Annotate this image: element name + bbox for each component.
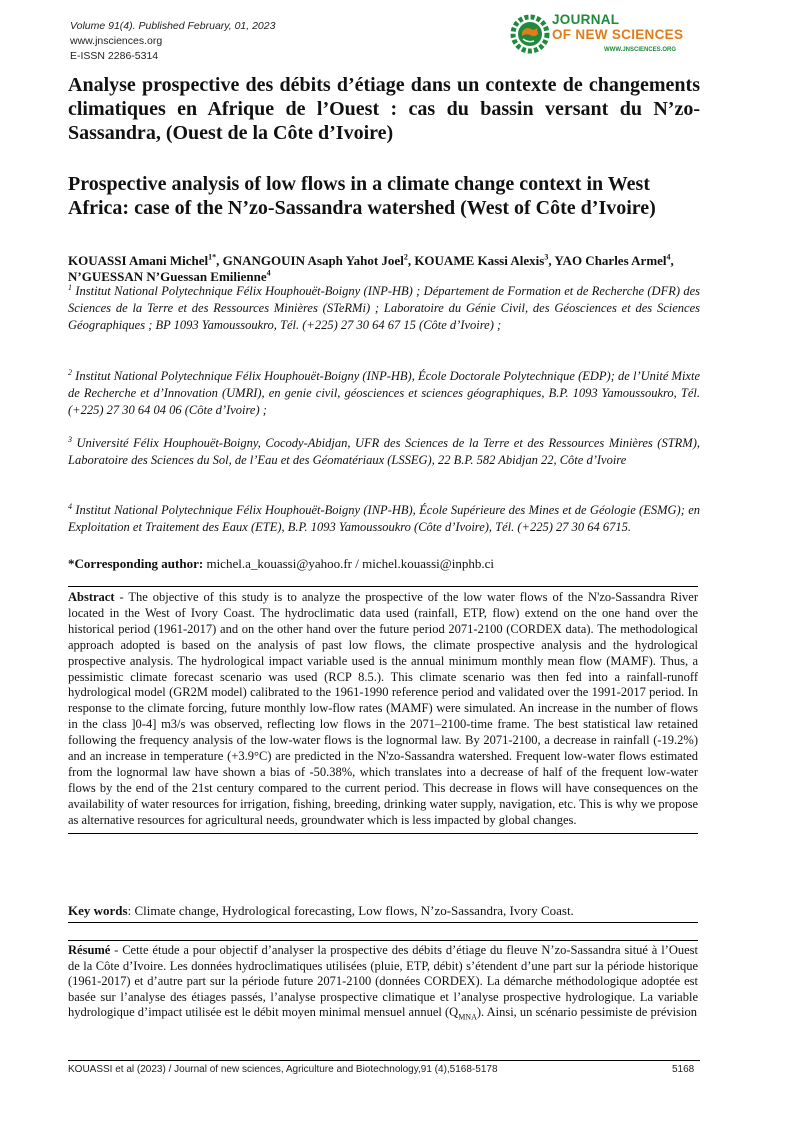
affiliation-number: 1 — [68, 282, 72, 292]
affiliation-4 — [68, 502, 700, 536]
author-affil-mark: 4 — [266, 268, 271, 278]
author-separator: , — [670, 253, 674, 268]
resume-box — [68, 940, 698, 1021]
resume-text: - Cette étude a pour objectif d’analyser la prospective des débits d’étiage du fleuve N’zo-Sassandra situé à l’Ouest de la Côte d’Ivoire. Les données hydroclimatiques utilisées (pluie, ETP, débit) s’étendent d’une part sur la période historique (1961-2017) et d’autre part sur la période future 2071-2100 (données CORDEX). La démarche méthodologique adoptée est basée sur l’analyse des étiages passés, l’analyse prospective climatique et l’analyse prospective hydrologique. La variable hydrologique d’impact utilisée est le débit moyen minimal mensuel annuel (Q — [68, 943, 698, 1020]
logo-wordmark — [552, 12, 683, 42]
author-affil-mark: 4 — [666, 252, 671, 262]
author-name: YAO Charles Armel — [554, 253, 667, 268]
author-name: GNANGOUIN Asaph Yahot Joel — [222, 253, 404, 268]
keywords-text: : Climate change, Hydrological forecasting, Low flows, N’zo-Sassandra, Ivory Coast. — [127, 903, 574, 918]
affiliation-2 — [68, 368, 700, 419]
affiliation-1 — [68, 283, 700, 334]
footer-citation: KOUASSI et al (2023) / Journal of new sciences, Agriculture and Biotechnology,91 (4),5168-5178 — [68, 1064, 498, 1075]
resume-text-tail: ). Ainsi, un scénario pessimiste de prévision — [476, 1005, 697, 1020]
author-separator: , — [548, 253, 555, 268]
affiliation-3 — [68, 435, 700, 469]
journal-header-meta — [70, 19, 275, 64]
author-list — [68, 253, 700, 285]
affiliation-number: 3 — [68, 434, 72, 444]
logo-line-2: OF NEW SCIENCES — [552, 27, 684, 42]
author-separator: , — [407, 253, 415, 268]
corresponding-author — [68, 555, 700, 572]
resume-label: Résumé — [68, 943, 111, 957]
logo-url: WWW.JNSCIENCES.ORG — [604, 47, 677, 53]
website-link[interactable]: www.jnsciences.org — [70, 35, 163, 47]
author-name: KOUAME Kassi Alexis — [414, 253, 545, 268]
author-name: KOUASSI Amani Michel — [68, 253, 209, 268]
affiliation-text: Université Félix Houphouët-Boigny, Cocody-Abidjan, UFR des Sciences de la Terre et des Ressources Minières (STRM), Laboratoire des Sciences du Sol, de l’Eau et des Géomatériaux (LSSEG), 22 B.P. 582 Abidjan 22, Côte d’Ivoire — [68, 436, 701, 467]
issn-line: E-ISSN 2286-5314 — [70, 50, 159, 62]
globe-gear-icon — [508, 12, 552, 56]
journal-logo — [508, 10, 708, 64]
page-number: 5168 — [672, 1064, 695, 1075]
volume-line: Volume 91(4). Published February, 01, 2023 — [70, 20, 276, 32]
keywords-line — [68, 902, 698, 923]
abstract-text: - The objective of this study is to analyze the prospective of the low water flows of the N'zo-Sassandra River located in the West of Ivory Coast. The hydroclimatic data used (rainfall, ETP, flow) extend on the one hand over the historical period (1961-2017) and on the other hand over the future period 2071-2100 (CORDEX data). The methodological approach adopted is based on the analysis of past low flows, the climate prospective analysis and the hydrological prospective analysis. The hydrological impact variable used is the annual minimum monthly mean flow (MAMF). Thus, a pessimistic climate forecast scenario was used (RCP 8.5.). This climate scenario was then fed into a rainfall-runoff hydrological model (GR2M model) calibrated to the 1961-1990 reference period and validated over the 1991-2017 period. In response to the climate forcing, future monthly low-flow rates (MAMF) were simulated. An increase in the number of flows in the class ]0-4] m3/s was observed, reflecting low flows in the 2071–2100-time frame. The best statistical law retained following the frequency analysis of the low-water flows is the lognormal law. By 2071-2100, a decrease in rainfall (-19.2%) and an increase in temperature (+3.9°C) are predicted in the N'zo-Sassandra watershed. Frequent low-water flows estimated from the lognormal law have shown a bias of -50.38%, which translates into a decrease of half of the frequent low-water flows by the end of the 21st century compared to the current period. This decrease in flows will have consequences on the availability of water resources for irrigation, fishing, breeding, drinking water supply, navigation, etc. This is why we propose as alternative resources for agricultural needs, groundwater which is less impacted by global changes. — [68, 590, 698, 827]
title-english: Prospective analysis of low flows in a climate change context in West Africa: case of the N’zo-Sassandra watershed (West of Côte d’Ivoire) — [68, 173, 656, 219]
title-french: Analyse prospective des débits d’étiage dans un contexte de changements climatiques en Afrique de l’Ouest : cas du bassin versant du N’zo-Sassandra, (Ouest de la Côte d’Ivoire) — [68, 74, 700, 144]
abstract-box — [68, 586, 698, 834]
author-affil-mark: 3 — [544, 252, 549, 262]
keywords-label: Key words — [68, 903, 128, 918]
affiliation-text: Institut National Polytechnique Félix Houphouët-Boigny (INP-HB), École Supérieure des Mines et de Géologie (ESMG); en Exploitation et Traitement des Eaux (ETE), B.P. 1093 Yamoussoukro (Côte d’Ivoire), Tél. (+225) 27 30 64 6715. — [68, 503, 700, 534]
author-separator: , — [216, 253, 223, 268]
affiliation-text: Institut National Polytechnique Félix Houphouët-Boigny (INP-HB), École Doctorale Polytechnique (EDP); de l’Unité Mixte de Recherche et d’Innovation (UMRI), en genie civil, géosciences et sciences géographiques, B.P. 1093 Yamoussoukro, Tél. (+225) 27 30 64 04 06 (Côte d’Ivoire) ; — [68, 369, 700, 417]
resume-subscript: MNA — [458, 1012, 477, 1022]
affiliation-number: 4 — [68, 501, 72, 511]
logo-line-1: JOURNAL — [552, 12, 620, 27]
affiliation-number: 2 — [68, 367, 72, 377]
corresponding-emails[interactable]: michel.a_kouassi@yahoo.fr / michel.kouassi@inphb.ci — [206, 556, 494, 571]
author-affil-mark: 2 — [403, 252, 408, 262]
corresponding-label: *Corresponding author: — [68, 556, 204, 571]
affiliation-text: Institut National Polytechnique Félix Houphouët-Boigny (INP-HB) ; Département de Formation et de Recherche (DFR) des Sciences de la Terre et des Ressources Minières (STeRMi) ; Laboratoire du Génie Civil, des Géosciences et des Sciences Géographiques ; BP 1093 Yamoussoukro, Tél. (+225) 27 30 64 67 15 (Côte d’Ivoire) ; — [68, 284, 701, 332]
footer-divider — [68, 1060, 700, 1061]
abstract-label: Abstract — [68, 590, 115, 604]
author-name: N’GUESSAN N’Guessan Emilienne — [68, 269, 267, 284]
author-affil-mark: 1* — [208, 252, 217, 262]
